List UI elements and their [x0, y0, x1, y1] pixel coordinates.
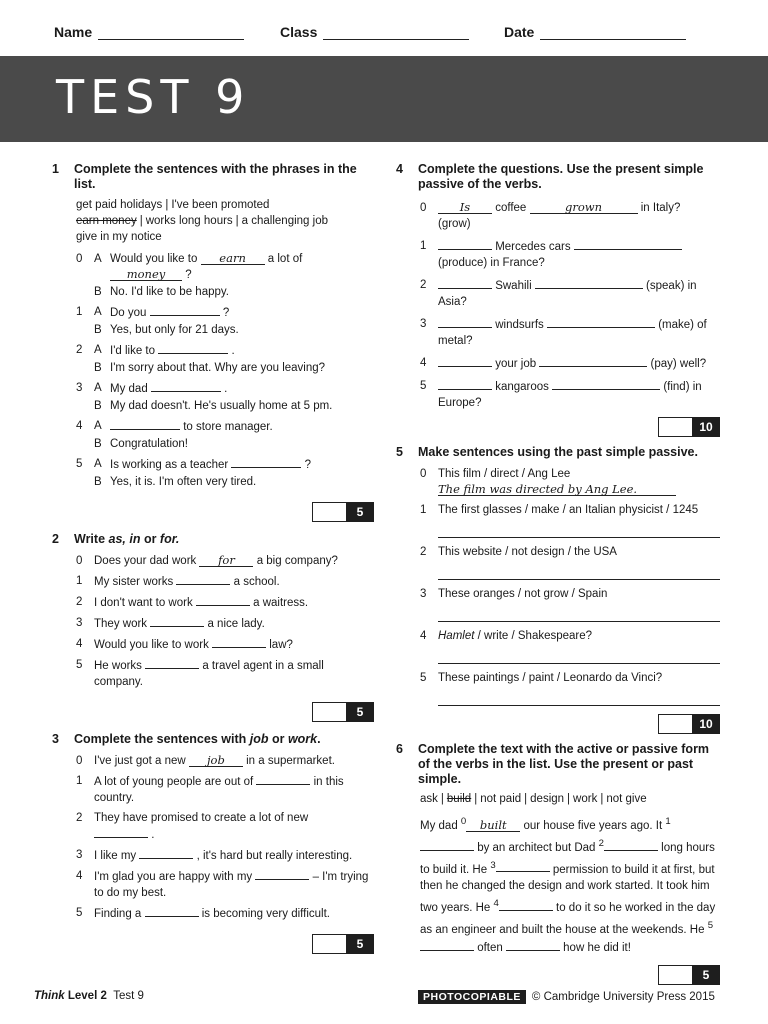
answer-blank[interactable]: [499, 899, 553, 911]
answer-blank[interactable]: [496, 860, 550, 872]
left-column: [52, 162, 374, 954]
score-box: 10: [396, 714, 720, 734]
verb-list: ask | build | not paid | design | work | not give: [420, 793, 647, 805]
photocopiable-badge: PHOTOCOPIABLE: [418, 990, 526, 1004]
copyright: © Cambridge University Press 2015: [531, 991, 715, 1003]
answer-blank[interactable]: [552, 378, 660, 390]
score-box: 5: [52, 934, 374, 954]
example-item: 0 A Would you like to earn a lot of money ?: [76, 251, 303, 281]
score-input[interactable]: [658, 417, 692, 437]
class-field[interactable]: [280, 24, 469, 40]
score-input[interactable]: [312, 502, 346, 522]
page-title: TEST 9: [56, 70, 251, 124]
name-field[interactable]: [54, 24, 244, 40]
answer-blank[interactable]: [438, 378, 492, 390]
answer-blank[interactable]: [574, 238, 682, 250]
answer-blank[interactable]: [158, 342, 228, 354]
footer-left: Think Level 2 Test 9: [34, 990, 144, 1002]
date-field[interactable]: [504, 24, 686, 40]
answer-blank[interactable]: [151, 380, 221, 392]
answer-blank[interactable]: [231, 456, 301, 468]
answer-blank[interactable]: [94, 826, 148, 838]
gap-text: My dad $^0$ built our house five years ago. It $^1$ by an architect but Dad $^2$ long hours to build it. He $^3$ permission to build it at first, but then he changed the design and work started. It took him two years. He $^4$ to do it so he worked in the day as an engineer and built the house at the weekends. He $^5$ often how he did it!: [420, 816, 716, 955]
section-5: 5 Make sentences using the past simple passive. 0 This film / direct / Ang Lee The film was directed by Ang Lee. 1 The first glasses / make / an Italian physicist / 1245 2 This website / not design / the USA 3 These oranges / not grow / Spain 4 Hamlet / write / Shakespeare? 5 These paintings / paint / Leonardo da Vinci? 10: [396, 445, 720, 734]
answer-blank[interactable]: [438, 316, 492, 328]
phrase-list: get paid holidays | I've been promoted earn money | works long hours | a challenging job give in my notice: [76, 199, 328, 243]
score-box: 5: [52, 502, 374, 522]
answer-blank[interactable]: [139, 847, 193, 859]
section-title: Complete the sentences with the phrases in the list.: [74, 162, 357, 191]
answer-blank[interactable]: [150, 615, 204, 627]
answer-blank[interactable]: [506, 939, 560, 951]
answer-blank[interactable]: [255, 868, 309, 880]
score-box: 5: [52, 702, 374, 722]
section-number: 1: [52, 162, 59, 176]
answer-blank[interactable]: [547, 316, 655, 328]
answer-blank[interactable]: [196, 594, 250, 606]
answer-blank[interactable]: [539, 355, 647, 367]
name-label: Name: [54, 24, 93, 40]
score-box: 10: [396, 417, 720, 437]
score-input[interactable]: [658, 965, 692, 985]
date-label: Date: [504, 24, 535, 40]
class-label: Class: [280, 24, 318, 40]
section-3: 3 Complete the sentences with job or work. 0 I've just got a new job in a supermarket. 1 A lot of young people are out of in this country. 2 They have promised to create a lot of new . 3 I like my , it's hard but really interesting. 4 I'm glad you are happy with my – I'm trying to do my best. 5 Finding a is becoming very difficult. 5: [52, 732, 374, 954]
footer-right: [418, 990, 715, 1004]
answer-blank[interactable]: [256, 773, 310, 785]
answer-blank[interactable]: [176, 573, 230, 585]
score-box: 5: [396, 965, 720, 985]
answer-line[interactable]: [438, 602, 720, 622]
score-input[interactable]: [658, 714, 692, 734]
answer-blank[interactable]: [110, 418, 180, 430]
answer-blank[interactable]: [420, 939, 474, 951]
answer-blank[interactable]: [604, 839, 658, 851]
score-input[interactable]: [312, 934, 346, 954]
answer-blank[interactable]: [212, 636, 266, 648]
right-column: [396, 162, 720, 985]
answer-line[interactable]: [438, 560, 720, 580]
answer-blank[interactable]: [150, 304, 220, 316]
answer-line[interactable]: [438, 686, 720, 706]
answer-line[interactable]: [438, 518, 720, 538]
score-input[interactable]: [312, 702, 346, 722]
section-6: 6 Complete the text with the active or passive form of the verbs in the list. Use the present or past simple. ask | build | not paid | design | work | not give My dad $^0$ built our house five years ago. It $^1$ by an architect but Dad $^2$ long hours to build it. He $^3$ permission to build it at first, but then he changed the design and work started. It took him two years. He $^4$ to do it so he worked in the day as an engineer and built the house at the weekends. He $^5$ often how he did it! 5: [396, 742, 720, 985]
answer-blank[interactable]: [438, 277, 492, 289]
title-banner: [0, 56, 768, 142]
answer-blank[interactable]: [145, 905, 199, 917]
answer-blank[interactable]: [535, 277, 643, 289]
section-4: 4 Complete the questions. Use the present simple passive of the verbs. 0 Is coffee grown in Italy? (grow) 1 Mercedes cars (produce) in France? 2 Swahili (speak) in Asia? 3 windsurfs (make) of metal? 4 your job (pay) well? 5 kangaroos (find) in Europe? 10: [396, 162, 720, 437]
answer-blank[interactable]: [145, 657, 199, 669]
answer-blank[interactable]: [438, 238, 492, 250]
section-2: 2 Write as, in or for. 0 Does your dad work for a big company? 1 My sister works a school. 2 I don't want to work a waitress. 3 They work a nice lady. 4 Would you like to work law? 5 He works a travel agent in a small company. 5: [52, 532, 374, 722]
answer-line[interactable]: [438, 644, 720, 664]
name-line[interactable]: [98, 26, 244, 40]
class-line[interactable]: [323, 26, 469, 40]
answer-blank[interactable]: [420, 839, 474, 851]
date-line[interactable]: [540, 26, 686, 40]
section-1: 1 Complete the sentences with the phrases in the list. get paid holidays | I've been promoted earn money | works long hours | a challenging job give in my notice 0 A Would you like to earn a lot of money ? B No. I'd like to be happy. 1 A Do you ? B Yes, but only for 21 days. 2 A I'd like to . B I'm sorry about that. Why are you leaving? 3 A My dad . B My dad doesn't. He's usually home at 5 pm. 4 A to store manager. B Congratulation! 5 A Is working as a teacher ? B Yes, it is. I'm often very tired. 5: [52, 162, 374, 522]
answer-blank[interactable]: [438, 355, 492, 367]
